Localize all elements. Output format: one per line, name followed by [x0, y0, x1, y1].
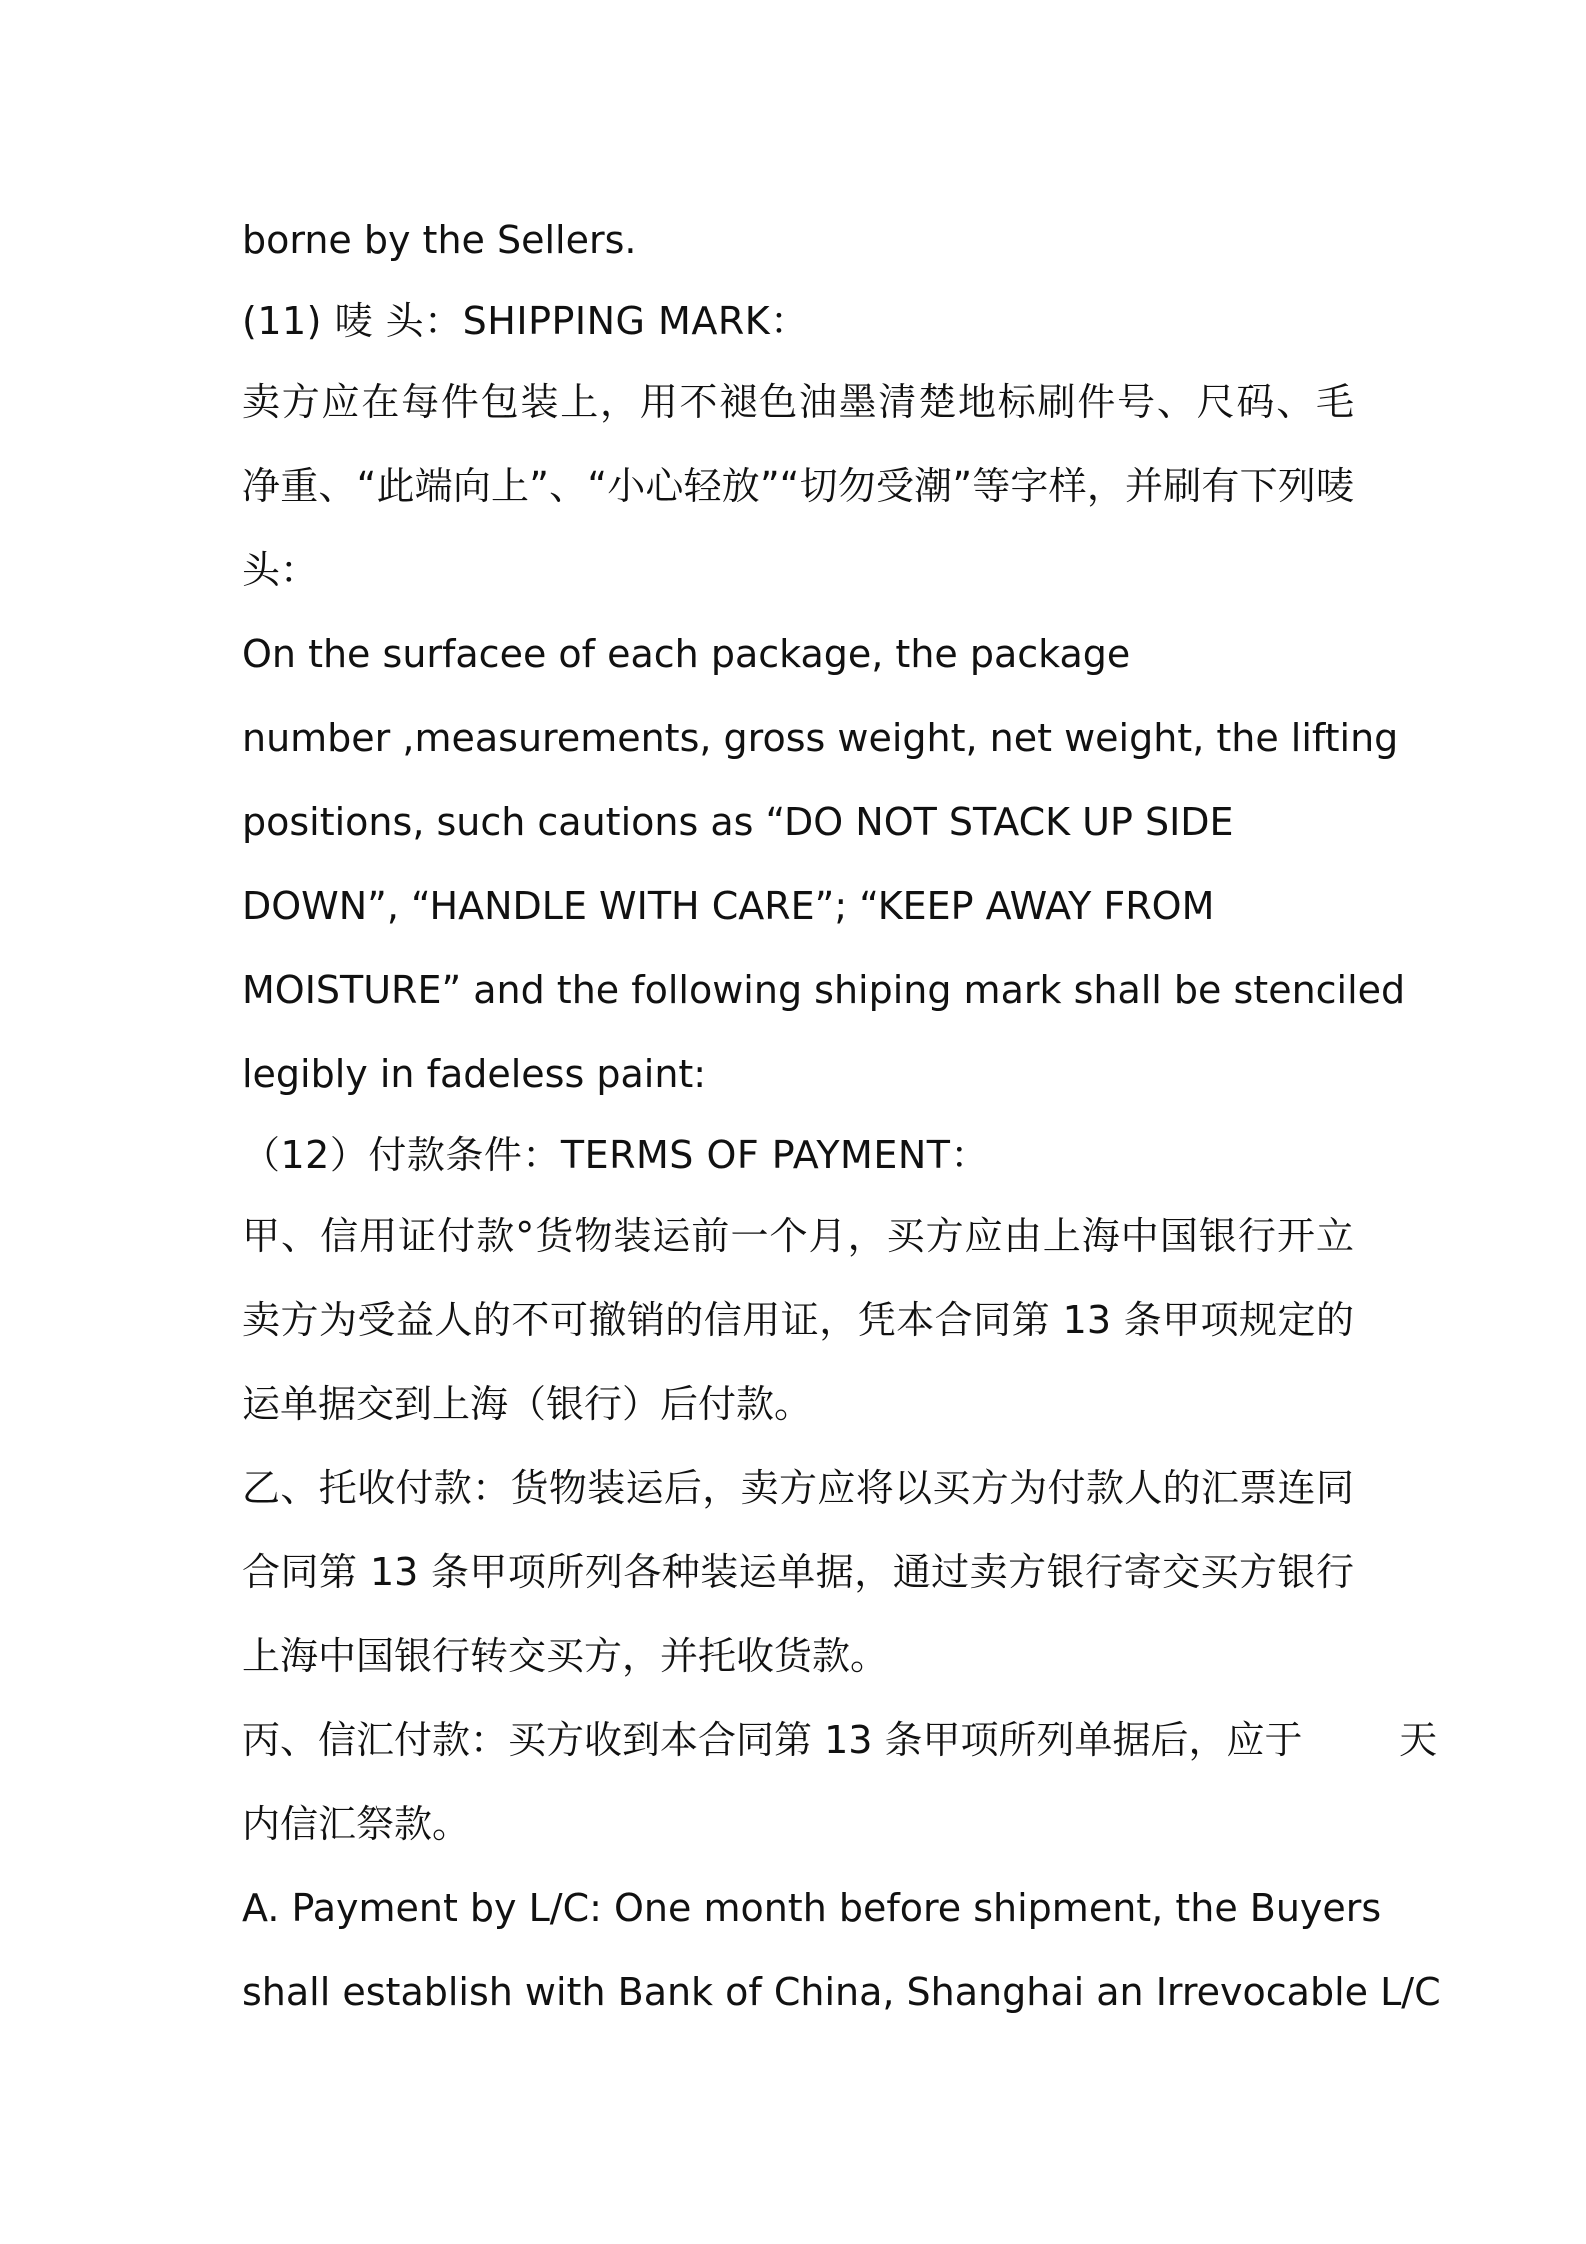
paragraph-payment-lc-cn: [242, 1194, 1354, 1446]
text-line: 乙、托收付款：货物装运后，卖方应将以买方为付款人的汇票连同: [242, 1466, 1354, 1510]
text-line: 头：: [242, 548, 319, 592]
text-line: 卖方应在每件包装上，用不褪色油墨清楚地标刷件号、尺码、毛: [242, 380, 1354, 424]
paragraph-payment-mail-transfer-cn: [242, 1698, 1438, 1866]
document-body: [242, 198, 1441, 2034]
heading-shipping-mark: [242, 282, 1354, 360]
paragraph-borne: [242, 198, 1354, 282]
text-line: On the surfacee of each package, the package: [242, 632, 1131, 676]
text-line: borne by the Sellers.: [242, 218, 637, 262]
heading-text: (11) 唛 头：SHIPPING MARK：: [242, 299, 809, 343]
text-line: legibly in fadeless paint:: [242, 1052, 707, 1096]
text-line: 卖方为受益人的不可撤销的信用证，凭本合同第 13 条甲项规定的: [242, 1298, 1354, 1342]
heading-text: （12）付款条件：TERMS OF PAYMENT：: [242, 1133, 989, 1177]
text-line: positions, such cautions as “DO NOT STACK UP SIDE: [242, 800, 1234, 844]
text-line: 运单据交到上海（银行）后付款。: [242, 1382, 813, 1426]
text-line: shall establish with Bank of China, Shanghai an Irrevocable L/C: [242, 1970, 1441, 2014]
heading-terms-of-payment: [242, 1116, 1354, 1194]
paragraph-payment-collection-cn: [242, 1446, 1354, 1698]
text-line: 净重、“此端向上”、“小心轻放”“切勿受潮”等字样，并刷有下列唛: [242, 464, 1354, 508]
text-line: 甲、信用证付款°货物装运前一个月，买方应由上海中国银行开立: [242, 1214, 1354, 1258]
text-line: MOISTURE” and the following shiping mark shall be stenciled: [242, 968, 1406, 1012]
paragraph-shipping-mark-en: [242, 612, 1406, 1116]
text-line: A. Payment by L/C: One month before shipment, the Buyers: [242, 1886, 1382, 1930]
text-line: 丙、信汇付款：买方收到本合同第 13 条甲项所列单据后，应于 天: [242, 1718, 1438, 1762]
text-line: DOWN”, “HANDLE WITH CARE”; “KEEP AWAY FROM: [242, 884, 1215, 928]
text-line: number ,measurements, gross weight, net weight, the lifting: [242, 716, 1399, 760]
text-line: 上海中国银行转交买方，并托收货款。: [242, 1634, 889, 1678]
paragraph-payment-lc-en: [242, 1866, 1441, 2034]
paragraph-shipping-mark-cn: [242, 360, 1354, 612]
text-line: 合同第 13 条甲项所列各种装运单据，通过卖方银行寄交买方银行: [242, 1550, 1354, 1594]
text-line: 内信汇祭款。: [242, 1802, 471, 1846]
